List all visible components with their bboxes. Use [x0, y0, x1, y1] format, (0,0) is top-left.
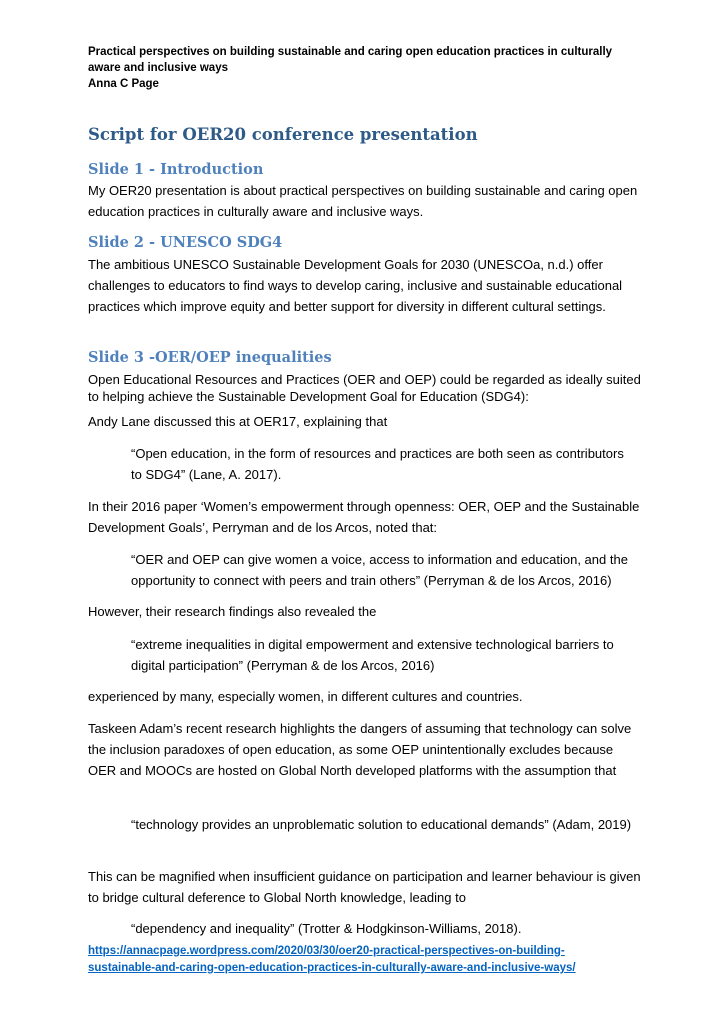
- header-title-line-2: aware and inclusive ways: [88, 62, 228, 74]
- slide-2-heading: Slide 2 - UNESCO SDG4: [88, 234, 283, 251]
- quote-adam: “technology provides an unproblematic solution to educational demands” (Adam, 2019): [131, 817, 632, 832]
- quote-lane: “Open education, in the form of resources and practices are both seen as contributors to SDG4” (Lane, A. 2017).: [131, 446, 624, 482]
- slide-1-paragraph: My OER20 presentation is about practical perspectives on building sustainable and caring open education practices in culturally aware and inclusive ways.: [88, 183, 638, 219]
- script-title: Script for OER20 conference presentation: [88, 125, 478, 144]
- header-author: Anna C Page: [88, 78, 159, 90]
- footer-url-link[interactable]: [88, 943, 648, 977]
- slide-3-paragraph-magnified: This can be magnified when insufficient guidance on participation and learner behaviour is given to bridge cultural deference to Global North knowledge, leading to: [88, 869, 641, 905]
- quote-perryman-inequalities: “extreme inequalities in digital empowerment and extensive technological barriers to digital participation” (Perryman & de los Arcos, 2016): [131, 637, 614, 673]
- slide-3-heading: Slide 3 -OER/OEP inequalities: [88, 349, 332, 366]
- footer-url-line-2: sustainable-and-caring-open-education-practices-in-culturally-aware-and-inclusive-ways/: [88, 962, 576, 974]
- slide-3-paragraph-lane: Andy Lane discussed this at OER17, explaining that: [88, 414, 388, 429]
- slide-1-heading: Slide 1 - Introduction: [88, 161, 264, 178]
- quote-trotter: “dependency and inequality” (Trotter & Hodgkinson-Williams, 2018).: [131, 921, 522, 936]
- slide-3-paragraph-perryman: In their 2016 paper ‘Women’s empowerment through openness: OER, OEP and the Sustainable Development Goals’, Perryman and de los Arcos, noted that:: [88, 499, 640, 535]
- header-title-line-1: Practical perspectives on building sustainable and caring open education practices in culturally: [88, 46, 613, 58]
- slide-3-paragraph-experienced: experienced by many, especially women, in different cultures and countries.: [88, 689, 523, 704]
- slide-3-paragraph-however: However, their research findings also revealed the: [88, 604, 377, 619]
- footer-url-line-1: https://annacpage.wordpress.com/2020/03/30/oer20-practical-perspectives-on-building-: [88, 945, 565, 957]
- slide-3-paragraph-intro: Open Educational Resources and Practices (OER and OEP) could be regarded as ideally suited to helping achieve the Sustainable Development Goal for Education (SDG4):: [88, 372, 641, 404]
- slide-2-paragraph: The ambitious UNESCO Sustainable Development Goals for 2030 (UNESCOa, n.d.) offer challenges to educators to find ways to develop caring, inclusive and sustainable educational practices which improve equity and better support for diversity in different cultural settings.: [88, 257, 623, 314]
- slide-3-paragraph-adam: Taskeen Adam’s recent research highlights the dangers of assuming that technology can solve the inclusion paradoxes of open education, as some OEP unintentionally excludes because OER and MOOCs are hosted on Global North developed platforms with the assumption that: [88, 721, 632, 778]
- document-header: [88, 44, 648, 92]
- quote-perryman-voice: “OER and OEP can give women a voice, access to information and education, and the opportunity to connect with peers and train others” (Perryman & de los Arcos, 2016): [131, 552, 628, 588]
